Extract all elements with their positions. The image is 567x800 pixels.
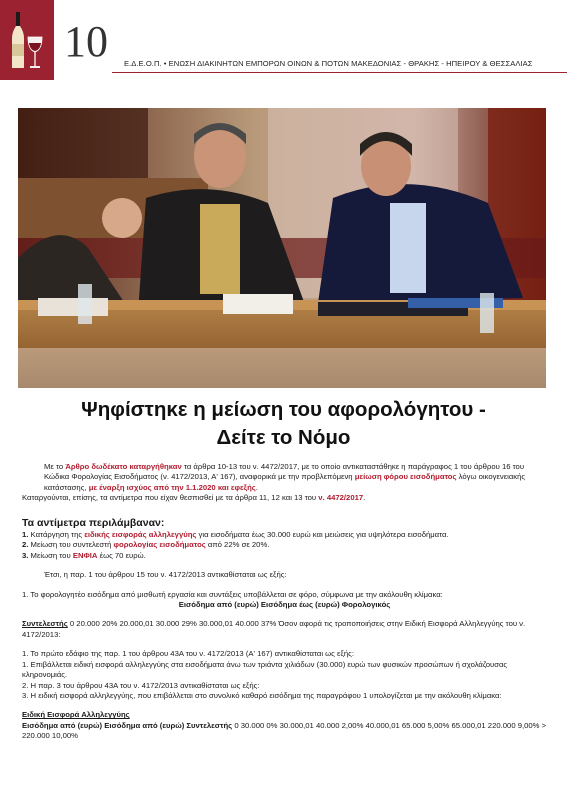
text-span: Καταργούνται, επίσης, τα αντίμετρα που είχαν θεσπισθεί με τα άρθρα 11, 12 και 13 του [22,493,319,503]
parliament-photo [18,108,546,388]
article-headline [40,396,527,452]
highlight-text: ν. 4472/2017 [318,493,364,503]
text-span: έως 70 ευρώ. [97,550,146,560]
countermeasure-item [22,540,547,550]
article-body [22,462,547,742]
text-span: λόγω οικογενειακής κατάστασης, [44,472,526,492]
solidarity-header: Εισόδημα από (ευρώ) Εισόδημα από (ευρώ) Συντελεστής [22,720,233,730]
text-span: 0 30.000 0% 30.000,01 40.000 2,00% 40.000,01 65.000 5,00% 65.000,01 220.000 9,00% > 220.000 10,00% [22,720,547,741]
text-span: από 22% σε 20%. [205,540,270,550]
page-header [0,0,567,80]
header-divider [112,72,567,73]
text-span: τα άρθρα 10-13 του ν. 4472/2017, με το οποίο αντικαταστάθηκε η παράγραφος 1 του άρθρου 16 του Κώδικα Φορολογίας Εισοδήματος (ν. 4172/2013, Α' 167), αναφορικά με την προβλεπόμενη [44,462,525,482]
taxable-income-paragraph: 1. Το φορολογητέο εισόδημα από μισθωτή εργασία και συντάξεις υποβάλλεται σε φόρο, σύμφωνα με την ακόλουθη κλίμακα: [22,589,443,599]
highlight-text: Άρθρο δωδέκατο καταργήθηκαν [65,462,182,471]
highlight-text: με έναρξη ισχύος από την 1.1.2020 και εφεξής [88,482,256,492]
solidarity-title: Ειδική Εισφορά Αλληλεγγύης [22,710,130,720]
text-span: . [363,493,366,503]
solidarity-scale [22,721,547,742]
text-span: 0 20.000 20% 20.000,01 30.000 29% 30.000,01 40.000 37% Όσον αφορά τις τροποποιήσεις στην Ειδική Εισφορά Αλληλεγγύης του ν. 4172/2013: [22,619,526,639]
countermeasures-title: Τα αντίμετρα περιλάμβαναν: [22,516,165,529]
text-span: Μείωση του [28,550,73,560]
article43-item-3: 3. Η ειδική εισφορά αλληλεγγύης, που επιβάλλεται στο συνολικό καθαρό εισόδημα της παραγράφου 1 υπολογίζεται με την ακόλουθη κλίμακα: [22,690,502,700]
highlight-text: φορολογίας εισοδήματος [113,540,206,550]
tax-rates-paragraph [22,619,547,640]
repeal-paragraph [22,493,547,503]
text-span: Με το [44,462,66,471]
wine-logo [0,0,54,80]
text-span: Κατάργηση της [28,530,85,540]
text-span: Μείωση του συντελεστή [28,540,114,550]
wine-glass-icon [27,36,43,70]
item-number: 1. [22,530,29,540]
association-name: Ε.Δ.Ε.Ο.Π. • ΕΝΩΣΗ ΔΙΑΚΙΝΗΤΩΝ ΕΜΠΟΡΩΝ ΟΙΝΩΝ & ΠΟΤΩΝ ΜΑΚΕΔΟΝΙΑΣ - ΘΡΑΚΗΣ - ΗΠΕΙΡΟΥ & ΘΕΣΣΑΛΙΑΣ [124,59,533,68]
article43-item-2: 2. Η παρ. 3 του άρθρου 43Α του ν. 4172/2013 αντικαθίσταται ως εξής: [22,680,260,690]
item-number: 3. [22,550,29,560]
highlight-text: ειδικής εισφοράς αλληλεγγύης [84,530,197,540]
tax-scale-header: Εισόδημα από (ευρώ) Εισόδημα έως (ευρώ) Φορολογικός [178,600,391,610]
countermeasure-item [22,551,547,561]
wine-bottle-icon [12,12,24,68]
rate-label: Συντελεστής [22,619,68,629]
text-span: . [255,482,258,492]
text-span: για εισοδήματα έως 30.000 ευρώ και μειώσεις για υψηλότερα εισοδήματα. [196,530,449,540]
replacement-note: Έτσι, η παρ. 1 του άρθρου 15 του ν. 4172/2013 αντικαθίσταται ως εξής: [44,570,287,580]
intro-paragraph [22,462,547,493]
page-number: 10 [64,17,108,66]
headline-line-2: Δείτε το Νόμο [216,426,351,449]
highlight-text: ΕΝΦΙΑ [72,550,98,560]
headline-line-1: Ψηφίστηκε η μείωση του αφορολόγητου - [81,398,486,421]
item-number: 2. [22,540,29,550]
article43-intro: 1. Το πρώτο εδάφιο της παρ. 1 του άρθρου 43Α του ν. 4172/2013 (Α' 167) αντικαθίσταται ως εξής: [22,649,355,659]
highlight-text: μείωση φόρου εισοδήματος [354,472,457,482]
countermeasure-item [22,530,547,540]
article43-item-1: 1. Επιβάλλεται ειδική εισφορά αλληλεγγύης στα εισοδήματα άνω των τριάντα χιλιάδων (30.000) ευρώ των φυσικών προσώπων ή σχολάζουσας κληρονομιάς. [22,659,508,680]
